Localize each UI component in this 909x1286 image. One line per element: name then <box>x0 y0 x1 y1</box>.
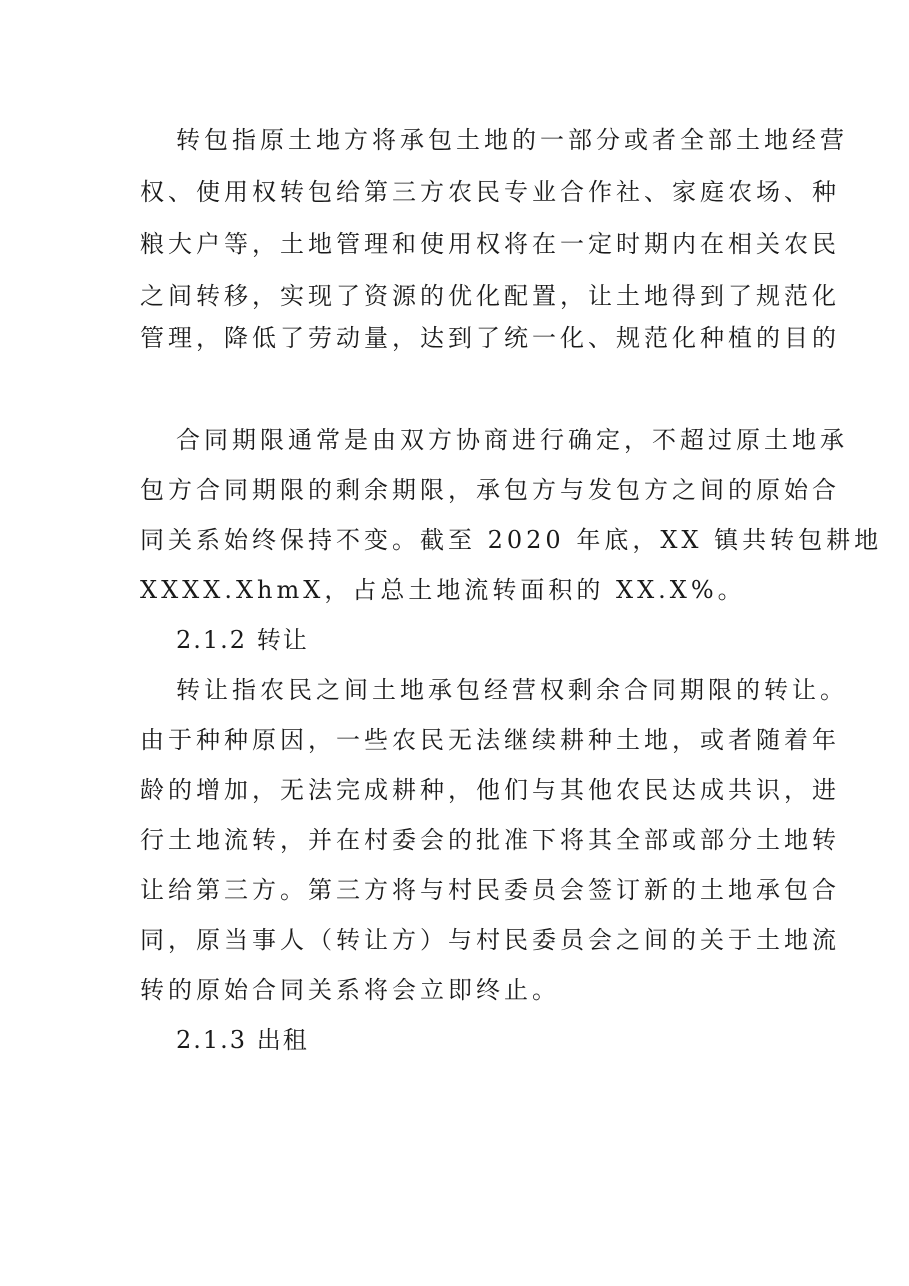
paragraph-3-line-2: 由于种种原因，一些农民无法继续耕种土地，或者随着年 <box>140 726 840 754</box>
paragraph-1-line-1: 转包指原土地方将承包土地的一部分或者全部土地经营 <box>176 126 848 154</box>
paragraph-1-line-4: 之间转移，实现了资源的优化配置，让土地得到了规范化 <box>140 282 840 310</box>
paragraph-1-line-3: 粮大户等，土地管理和使用权将在一定时期内在相关农民 <box>140 230 840 258</box>
paragraph-3-line-4: 行土地流转，并在村委会的批准下将其全部或部分土地转 <box>140 826 840 854</box>
paragraph-2-line-2: 包方合同期限的剩余期限，承包方与发包方之间的原始合 <box>140 476 840 504</box>
paragraph-2-line-1: 合同期限通常是由双方协商进行确定，不超过原土地承 <box>176 426 848 454</box>
paragraph-3-line-6: 同，原当事人（转让方）与村民委员会之间的关于土地流 <box>140 926 840 954</box>
paragraph-3-line-3: 龄的增加，无法完成耕种，他们与其他农民达成共识，进 <box>140 776 840 804</box>
paragraph-2-line-4: XXXX.XhmX，占总土地流转面积的 XX.X%。 <box>140 576 746 604</box>
paragraph-1-line-5: 管理，降低了劳动量，达到了统一化、规范化种植的目的 <box>140 324 840 352</box>
paragraph-3-line-5: 让给第三方。第三方将与村民委员会签订新的土地承包合 <box>140 876 840 904</box>
section-heading-2-1-3: 2.1.3 出租 <box>176 1026 309 1054</box>
paragraph-2-line-3: 同关系始终保持不变。截至 2020 年底，XX 镇共转包耕地 <box>140 526 883 554</box>
paragraph-3-line-7: 转的原始合同关系将会立即终止。 <box>140 976 560 1004</box>
paragraph-3-line-1: 转让指农民之间土地承包经营权剩余合同期限的转让。 <box>176 676 848 704</box>
paragraph-1-line-2: 权、使用权转包给第三方农民专业合作社、家庭农场、种 <box>140 178 840 206</box>
section-heading-2-1-2: 2.1.2 转让 <box>176 626 309 654</box>
